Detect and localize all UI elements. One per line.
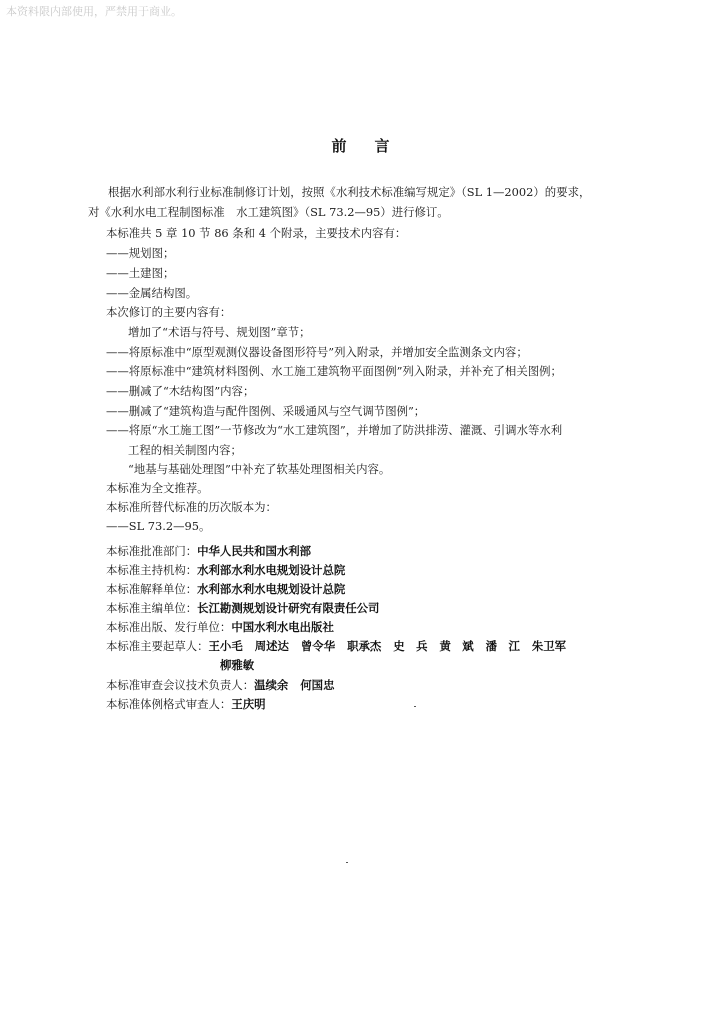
paragraph-line: 对《水利水电工程制图标准 水工建筑图》（SL 73.2—95）进行修订。 xyxy=(88,205,449,219)
reviewer-name: 何国忠 xyxy=(300,678,335,692)
paragraph-line: 本标准所替代标准的历次版本为： xyxy=(106,500,277,514)
drafter-name: 周述达 xyxy=(254,639,289,653)
drafters-row xyxy=(106,639,578,654)
paragraph-line: 本次修订的主要内容有： xyxy=(106,305,232,319)
meta-interpretation-row xyxy=(106,582,345,597)
list-item: ——将原“水工施工图”一节修改为“水工建筑图”，并增加了防洪排涝、灌溉、引调水等水利 xyxy=(106,423,563,437)
meta-approval-row xyxy=(106,544,311,559)
list-item: ——规划图； xyxy=(106,246,175,260)
drafters-row-continuation xyxy=(220,658,266,673)
meta-value: 中国水利水电出版社 xyxy=(231,620,334,634)
drafter-name: 柳雅敏 xyxy=(220,658,255,672)
meta-label: 本标准解释单位： xyxy=(106,582,198,596)
paragraph-line: 本标准为全文推荐。 xyxy=(106,481,209,495)
drafter-name: 黄 斌 xyxy=(439,639,474,653)
list-item: ——土建图； xyxy=(106,266,175,280)
list-item: “地基与基础处理图”中补充了软基处理图相关内容。 xyxy=(128,462,391,476)
meta-label: 本标准主持机构： xyxy=(106,563,198,577)
scan-speck xyxy=(346,862,348,863)
drafter-name: 王小毛 xyxy=(208,639,243,653)
meta-label: 本标准出版、发行单位： xyxy=(106,620,232,634)
list-item: ——将原标准中“原型观测仪器设备图形符号”列入附录，并增加安全监测条文内容； xyxy=(106,345,528,359)
list-item: ——删减了“木结构图”内容； xyxy=(106,384,255,398)
drafter-name: 潘 江 xyxy=(485,639,520,653)
tech-reviewer-label: 本标准审查会议技术负责人： xyxy=(106,678,255,692)
page-title: 前言 xyxy=(331,137,418,155)
paragraph-line: ——SL 73.2—95。 xyxy=(106,519,211,533)
meta-value: 水利部水利水电规划设计总院 xyxy=(197,563,346,577)
drafter-name: 朱卫军 xyxy=(531,639,567,653)
drafter-name: 曾令华 xyxy=(300,639,336,653)
list-item: ——将原标准中“建筑材料图例、水工施工建筑物平面图例”列入附录，并补充了相关图例； xyxy=(106,364,562,378)
watermark-text: 本资料限内部使用，严禁用于商业。 xyxy=(6,5,182,18)
format-reviewer-row xyxy=(106,697,266,712)
format-reviewer-label: 本标准体例格式审查人： xyxy=(106,697,232,711)
meta-host-row xyxy=(106,563,345,578)
list-item: ——金属结构图。 xyxy=(106,286,198,300)
list-item: 增加了“术语与符号、规划图”章节； xyxy=(128,325,311,339)
drafter-name: 职承杰 xyxy=(347,639,382,653)
meta-value: 长江勘测规划设计研究有限责任公司 xyxy=(197,601,380,615)
drafters-label: 本标准主要起草人： xyxy=(106,639,209,653)
meta-editor-row xyxy=(106,601,379,616)
meta-value: 中华人民共和国水利部 xyxy=(197,544,312,558)
list-item-continuation: 工程的相关制图内容； xyxy=(128,443,242,457)
reviewer-name: 王庆明 xyxy=(231,697,266,711)
meta-value: 水利部水利水电规划设计总院 xyxy=(197,582,346,596)
scan-speck xyxy=(414,706,416,707)
paragraph-line: 本标准共 5 章 10 节 86 条和 4 个附录，主要技术内容有： xyxy=(106,226,407,240)
drafter-name: 史 兵 xyxy=(393,639,428,653)
meta-publisher-row xyxy=(106,620,334,635)
meta-label: 本标准批准部门： xyxy=(106,544,198,558)
tech-reviewer-row xyxy=(106,678,346,693)
reviewer-name: 温续余 xyxy=(254,678,289,692)
paragraph-line: 根据水利部水利行业标准制修订计划，按照《水利技术标准编写规定》（SL 1—2002）的要求， xyxy=(108,185,591,199)
list-item: ——删减了“建筑构造与配件图例、采暖通风与空气调节图例”； xyxy=(106,404,426,418)
meta-label: 本标准主编单位： xyxy=(106,601,198,615)
